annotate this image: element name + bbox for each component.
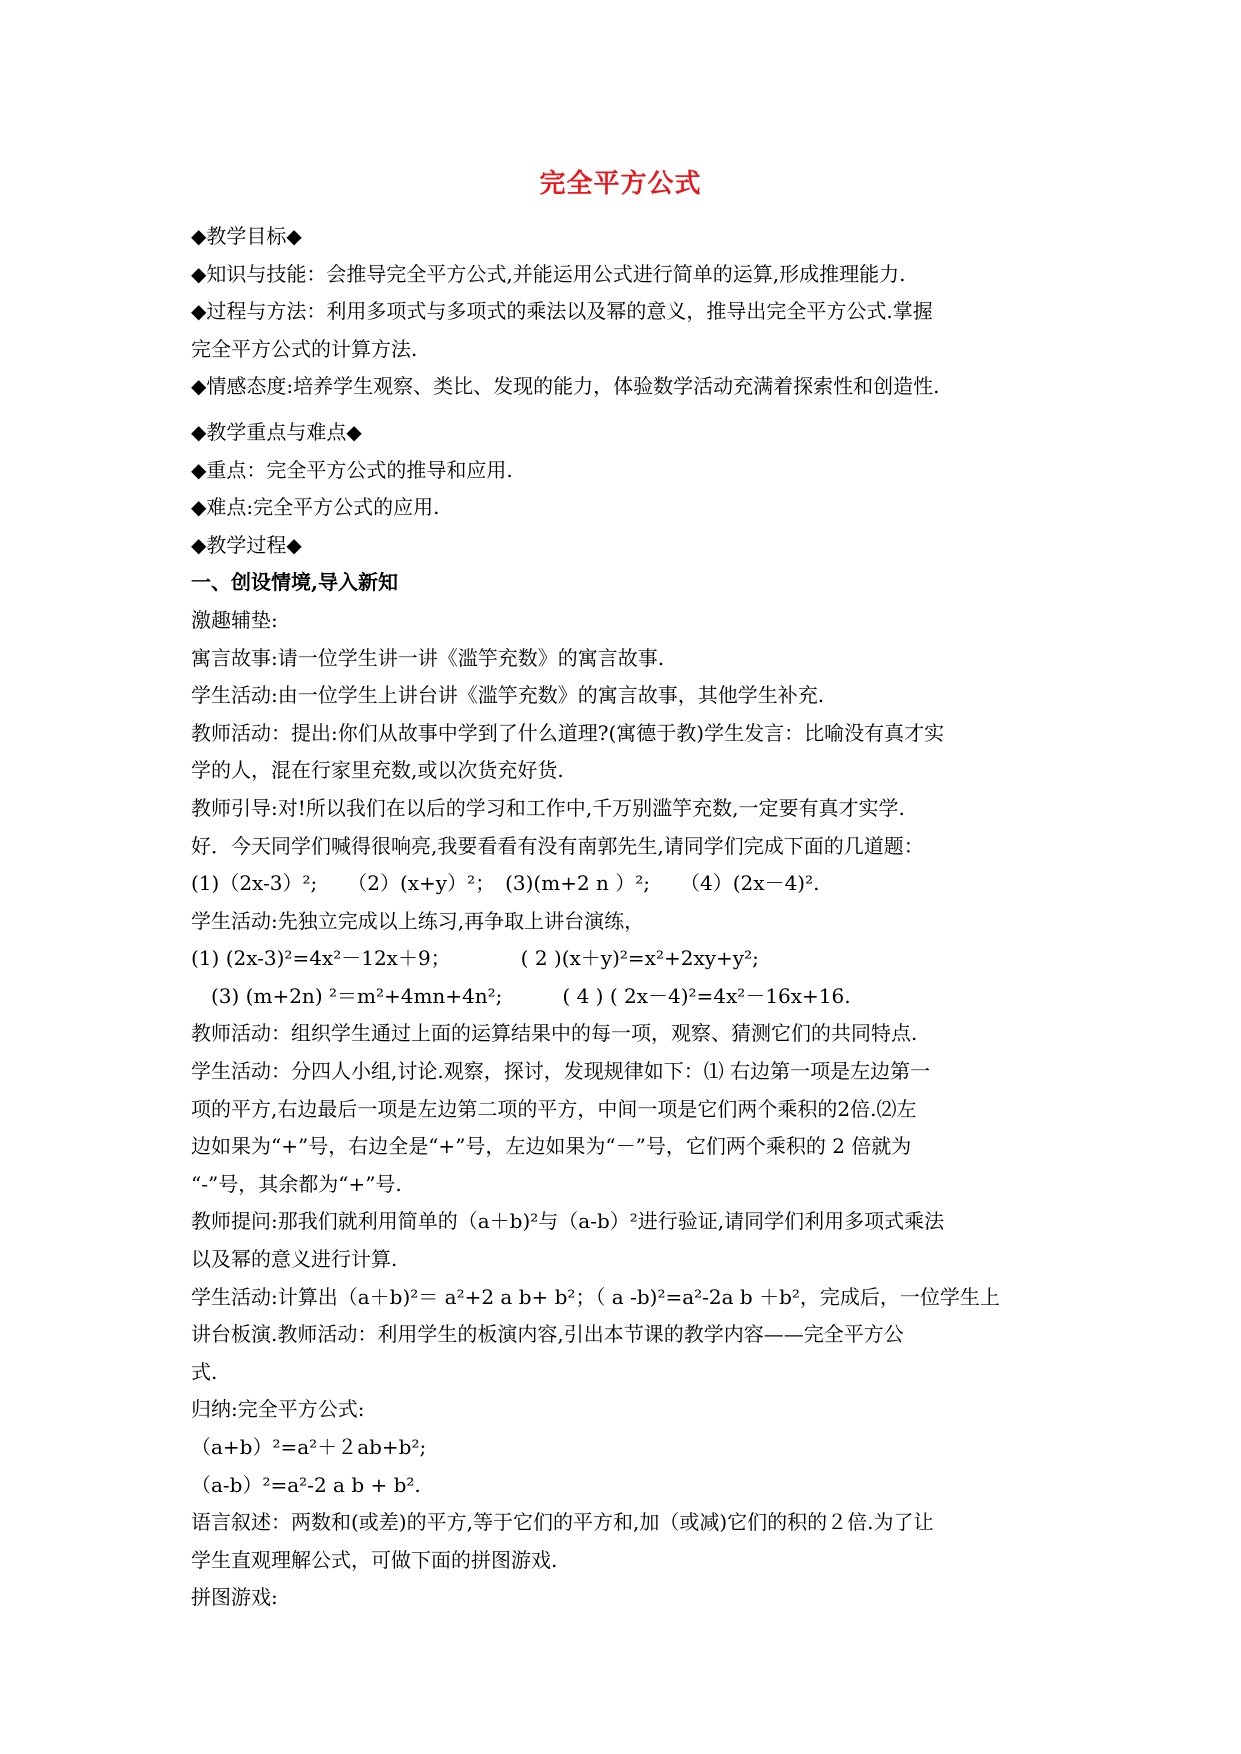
formula-line: （a+b）²=a²＋２ab+b²; bbox=[191, 1435, 427, 1459]
paragraph-line: ◆难点:完全平方公式的应用. bbox=[191, 495, 440, 520]
paragraph-line: 教师引导:对!所以我们在以后的学习和工作中,千万别滥竽充数,一定要有真才实学. bbox=[191, 795, 905, 820]
paragraph-line: 教师活动：组织学生通过上面的运算结果中的每一项，观察、猜测它们的共同特点. bbox=[191, 1021, 918, 1046]
formula-line: （a-b）²=a²-2 a b + b². bbox=[191, 1472, 421, 1497]
paragraph-line: ◆过程与方法：利用多项式与多项式的乘法以及幂的意义，推导出完全平方公式.掌握 bbox=[191, 299, 933, 324]
solution-line: (1) (2x-3)²=4x²－12x＋9； ( 2 )(x＋y)²=x²+2xy+y²; bbox=[191, 946, 759, 971]
paragraph-line: “-”号，其余都为“+”号. bbox=[191, 1171, 402, 1196]
paragraph-line: 项的平方,右边最后一项是左边第二项的平方，中间一项是它们两个乘积的2倍.⑵左 bbox=[191, 1096, 917, 1121]
paragraph-line: 学生活动:计算出（a＋b)²＝ a²+2 a b+ b²；（ a -b)²=a²-2a b ＋b²，完成后，一位学生上 bbox=[191, 1284, 1000, 1309]
paragraph-line: 式. bbox=[191, 1359, 218, 1384]
paragraph-line: 教师提问:那我们就利用简单的（a＋b)²与（a-b）²进行验证,请同学们利用多项式乘法 bbox=[191, 1209, 945, 1234]
exercise-list: (1)（2x-3）²; （2）(x+y）²； (3)(m+2 n ）²; （4）(2x－4)². bbox=[191, 871, 820, 896]
paragraph-line: 拼图游戏: bbox=[191, 1585, 278, 1610]
paragraph-line: 讲台板演.教师活动：利用学生的板演内容,引出本节课的教学内容——完全平方公 bbox=[191, 1322, 904, 1347]
paragraph-line: 学生直观理解公式，可做下面的拼图游戏. bbox=[191, 1547, 558, 1572]
solution-line: (3) (m+2n) ²＝m²+4mn+4n²; ( 4 ) ( 2x－4)²=4x²－16x+16. bbox=[191, 983, 851, 1008]
section-heading-key-points: ◆教学重点与难点◆ bbox=[191, 419, 362, 444]
section-heading-objectives: ◆教学目标◆ bbox=[191, 224, 302, 248]
paragraph-line: ◆情感态度:培养学生观察、类比、发现的能力，体验数学活动充满着探索性和创造性. bbox=[191, 374, 940, 399]
paragraph-line: 语言叙述：两数和(或差)的平方,等于它们的平方和,加（或减)它们的积的２倍.为了让 bbox=[191, 1510, 934, 1535]
document-body bbox=[191, 218, 1061, 1617]
paragraph-line: ◆重点：完全平方公式的推导和应用. bbox=[191, 457, 513, 482]
paragraph-line: 归纳:完全平方公式: bbox=[191, 1397, 365, 1422]
document-title: 完全平方公式 bbox=[539, 169, 702, 199]
paragraph-line: 学生活动:由一位学生上讲台讲《滥竽充数》的寓言故事，其他学生补充. bbox=[191, 683, 825, 708]
paragraph-line: 激趣辅垫: bbox=[191, 607, 278, 632]
paragraph-line: 寓言故事:请一位学生讲一讲《滥竽充数》的寓言故事. bbox=[191, 645, 665, 670]
section-heading-process: ◆教学过程◆ bbox=[191, 532, 302, 557]
paragraph-line: 完全平方公式的计算方法. bbox=[191, 336, 418, 361]
paragraph-line: 好．今天同学们喊得很响亮,我要看看有没有南郭先生,请同学们完成下面的几道题： bbox=[191, 833, 924, 858]
paragraph-line: 学的人，混在行家里充数,或以次货充好货. bbox=[191, 758, 564, 783]
paragraph-line: 学生活动：分四人小组,讨论.观察，探讨，发现规律如下：⑴ 右边第一项是左边第一 bbox=[191, 1059, 931, 1084]
paragraph-line: 教师活动：提出:你们从故事中学到了什么道理?(寓德于教)学生发言：比喻没有真才实 bbox=[191, 720, 945, 745]
paragraph-line: 学生活动:先独立完成以上练习,再争取上讲台演练， bbox=[191, 908, 645, 933]
subsection-heading: 一、创设情境,导入新知 bbox=[191, 570, 398, 595]
paragraph-line: ◆知识与技能：会推导完全平方公式,并能运用公式进行简单的运算,形成推理能力. bbox=[191, 261, 906, 286]
paragraph-line: 以及幂的意义进行计算. bbox=[191, 1247, 398, 1272]
paragraph-line: 边如果为“+”号，右边全是“+”号，左边如果为“－”号，它们两个乘积的 2 倍就为 bbox=[191, 1134, 912, 1159]
